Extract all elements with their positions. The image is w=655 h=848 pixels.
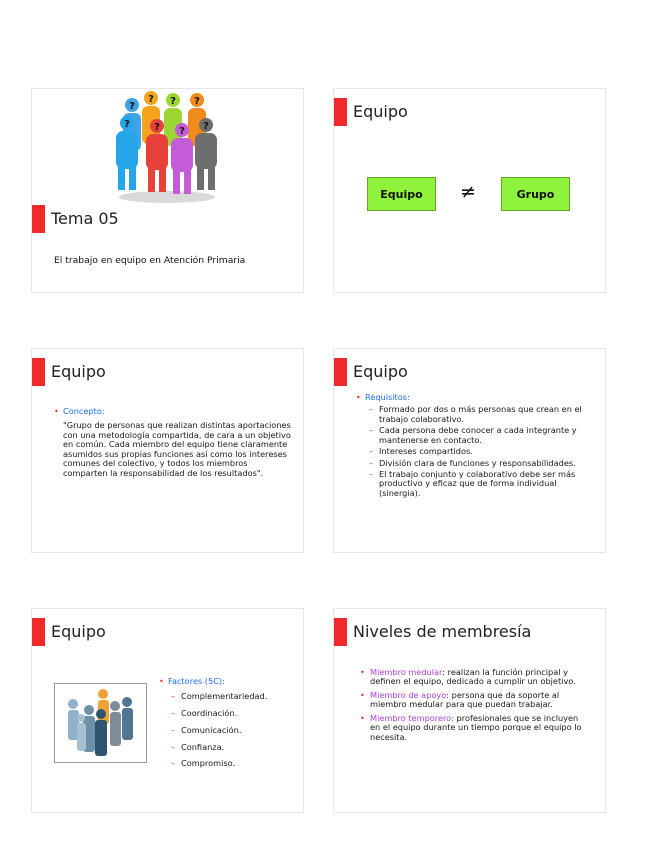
- slide-3: [31, 348, 304, 553]
- slide-5: [31, 608, 304, 813]
- member-label: Miembro de apoyo: [370, 689, 447, 700]
- bullet-icon: •: [159, 676, 164, 686]
- question-mark: ?: [203, 121, 209, 132]
- list-item: – Formado por dos o más personas que crean en el trabajo colaborativo.: [369, 404, 582, 424]
- list-item: – Cada persona debe conocer a cada integrante y mantenerse en contacto.: [369, 425, 577, 445]
- slide-title: Equipo: [51, 362, 106, 381]
- slide-2: [333, 88, 606, 293]
- question-mark: ?: [124, 119, 130, 130]
- grupo-box: Grupo: [501, 177, 570, 211]
- team-silhouette-image: [54, 683, 147, 763]
- bullet-icon: •: [360, 667, 365, 677]
- people-question-illustration: [105, 89, 230, 204]
- member-label: Miembro temporero:: [370, 712, 454, 723]
- slide-6: [333, 608, 606, 813]
- content-list: [54, 407, 294, 478]
- bullet-item: [54, 407, 294, 416]
- not-equal-symbol: ≠: [460, 181, 476, 203]
- slide-1: [31, 88, 304, 293]
- title-accent-bar: [32, 358, 45, 386]
- slide-title: Equipo: [353, 362, 408, 381]
- slide-title: Tema 05: [51, 209, 119, 228]
- list-item: – Intereses compartidos.: [369, 446, 473, 457]
- title-accent-bar: [334, 618, 347, 646]
- member-label: Miembro medular: [370, 667, 443, 677]
- question-mark: ?: [194, 96, 200, 107]
- bullet-item: [159, 677, 299, 686]
- content-list: [159, 677, 299, 771]
- slide-title: Equipo: [51, 622, 106, 641]
- bullet-item: [356, 393, 596, 402]
- slide-4: [333, 348, 606, 553]
- title-accent-bar: [32, 618, 45, 646]
- slide-subtitle: El trabajo en equipo en Atención Primaria: [54, 255, 246, 266]
- list-item: • Miembro temporero: profesionales que se incluyen en el equipo durante un tiempo porque el equipo lo necesita.: [360, 712, 582, 742]
- question-mark: ?: [170, 96, 176, 107]
- question-mark: ?: [179, 126, 185, 137]
- question-mark: ?: [148, 94, 154, 105]
- slide-title: Equipo: [353, 102, 408, 121]
- membership-list: [360, 668, 590, 746]
- bullet-label: Concepto:: [63, 406, 105, 416]
- list-item: – División clara de funciones y responsabilidades.: [369, 457, 576, 468]
- title-accent-bar: [334, 358, 347, 386]
- bullet-label: Factores (5C):: [168, 676, 225, 686]
- list-item: – Comunicación.: [171, 724, 242, 735]
- content-list: [356, 393, 596, 498]
- list-item: – Complementariedad.: [171, 691, 268, 702]
- question-mark: ?: [154, 122, 160, 133]
- bullet-icon: •: [360, 712, 365, 723]
- bullet-label: Requisitos:: [365, 392, 410, 402]
- definition-text: "Grupo de personas que realizan distintas aportaciones con una metodología compartida, de cara a un objetivo en común. Cada miembro del equipo tiene claramente asumidos sus propias funciones así como los intereses comunes del colectivo, y todos los miembros comparten la responsabilidad de los resultados".: [63, 420, 291, 478]
- list-item: • Miembro medular: realizan la función principal y definen el equipo, dedicado a cumplir un objetivo.: [360, 667, 576, 687]
- title-accent-bar: [32, 205, 45, 233]
- bullet-icon: •: [360, 689, 365, 700]
- list-item: • Miembro de apoyo: persona que da soporte al miembro medular para que puedan trabajar.: [360, 689, 560, 710]
- list-item: – El trabajo conjunto y colaborativo debe ser más productivo y eficaz que de forma individual (sinergia).: [369, 468, 576, 498]
- title-accent-bar: [334, 98, 347, 126]
- bullet-icon: •: [356, 392, 361, 402]
- question-mark: ?: [129, 101, 135, 112]
- list-item: – Compromiso.: [171, 758, 236, 769]
- list-item: – Confianza.: [171, 741, 225, 752]
- bullet-icon: •: [54, 406, 59, 416]
- list-item: – Coordinación.: [171, 708, 238, 719]
- slide-title: Niveles de membresía: [353, 622, 532, 641]
- equipo-box: Equipo: [367, 177, 436, 211]
